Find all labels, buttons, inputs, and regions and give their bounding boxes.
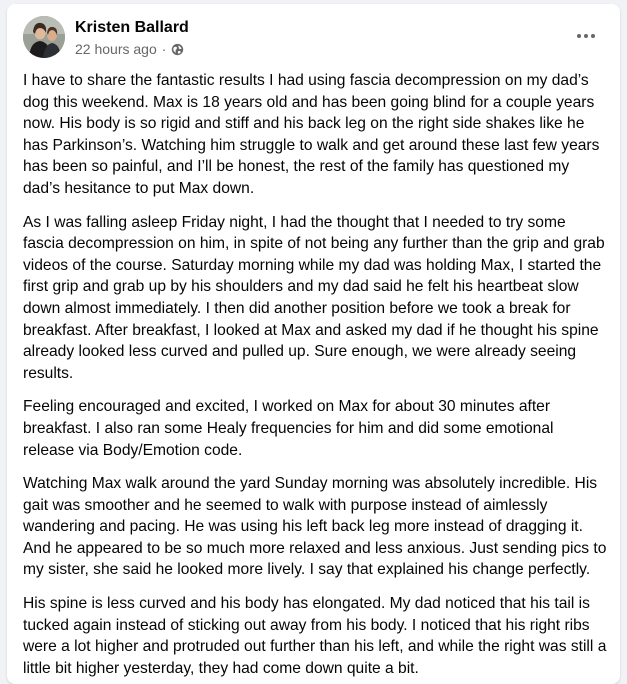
- avatar-photo: [23, 16, 65, 58]
- meta-separator: ·: [161, 41, 167, 57]
- post-paragraph: I have to share the fantastic results I had using fascia decompression on my dad’s dog this weekend. Max is 18 years old and has been going blind for a couple years now. His body is so rigid and stiff and his back leg on the right side shakes like he has Parkinson’s. Watching him struggle to walk and get around these last few years has been so painful, and I’ll be honest, the rest of the family has questioned my dad’s hesitance to put Max down.: [23, 72, 600, 197]
- more-options-icon[interactable]: [572, 22, 600, 50]
- post-card: [7, 4, 620, 684]
- post-header: [23, 16, 604, 60]
- globe-icon[interactable]: [171, 43, 184, 56]
- post-paragraph: Watching Max walk around the yard Sunday morning was absolutely incredible. His gait was smoother and he seemed to walk with purpose instead of aimlessly wandering and pacing. He was using his left back leg more instead of dragging it. And he appeared to be so much more relaxed and less anxious. Just sending pics to my sister, she said he looked more lively. I say that explained his change perfectly.: [23, 475, 607, 579]
- post-paragraph: His spine is less curved and his body has elongated. My dad noticed that his tail is tucked again instead of sticking out away from his body. I noticed that his right ribs were a lot higher and protruded out further than his left, and while the right was still a little bit higher yesterday, they had come down quite a bit.: [23, 595, 607, 677]
- post-meta: [75, 41, 184, 57]
- post-paragraph: As I was falling asleep Friday night, I had the thought that I needed to try some fascia decompression on him, in spite of not being any further than the grip and grab videos of the course. Saturday morning while my dad was holding Max, I started the first grip and grab up by his shoulders and my dad said he felt his heartbeat slow down almost immediately. I then did another position before we took a break for breakfast. After breakfast, I looked at Max and asked my dad if he thought his spine already looked less curved and pulled up. Sure enough, we were already seeing results.: [23, 213, 605, 382]
- author-avatar[interactable]: [23, 16, 65, 58]
- post-timestamp[interactable]: 22 hours ago: [75, 41, 157, 57]
- post-paragraph: Feeling encouraged and excited, I worked on Max for about 30 minutes after breakfast. I also ran some Healy frequencies for him and did some emotional release via Body/Emotion code.: [23, 398, 554, 459]
- author-name[interactable]: Kristen Ballard: [75, 19, 189, 36]
- post-body: [23, 70, 608, 684]
